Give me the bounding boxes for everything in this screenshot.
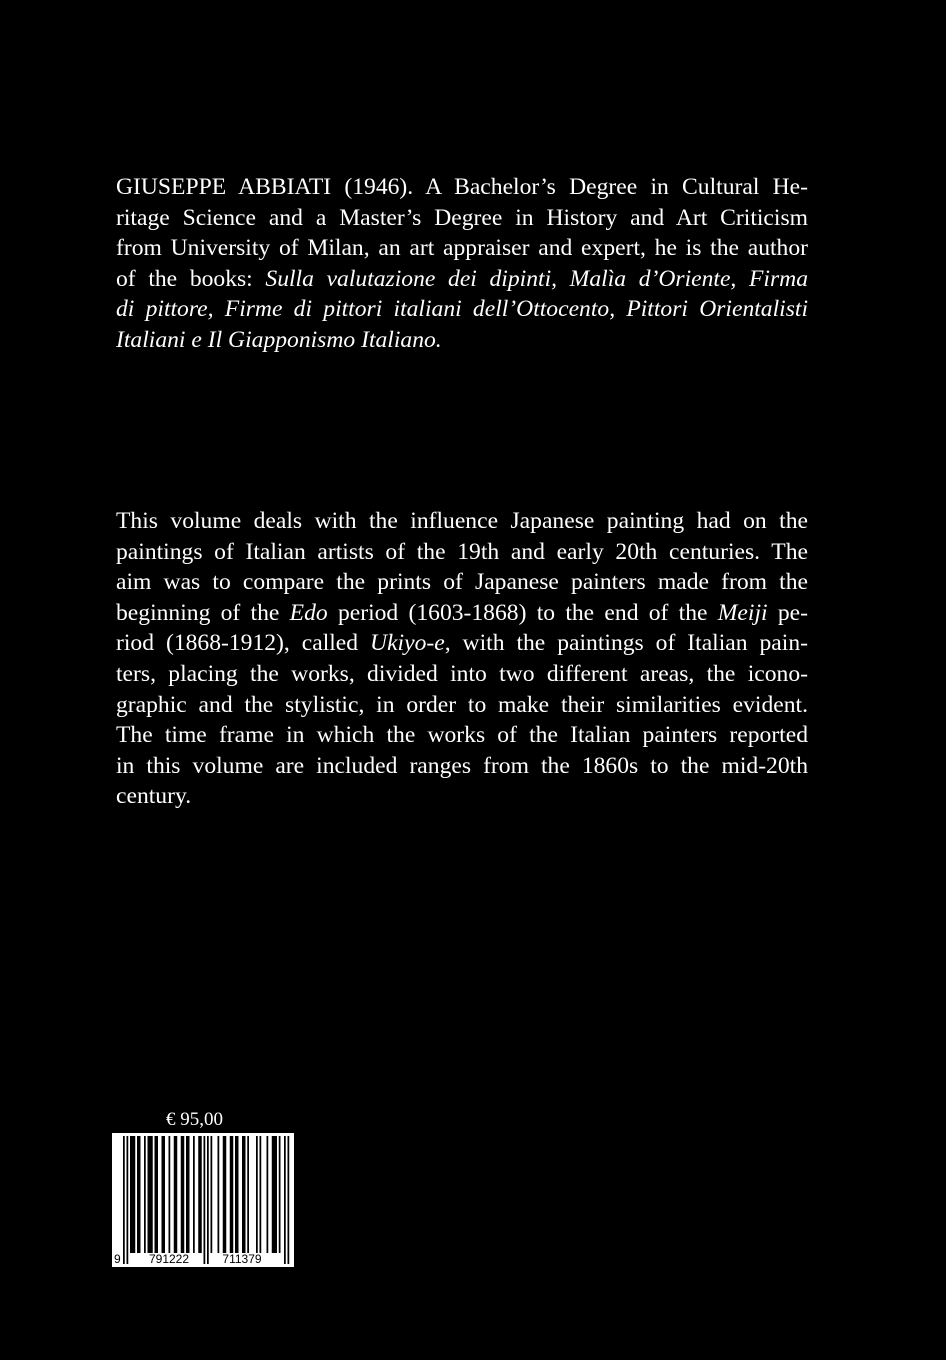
book-description — [116, 506, 808, 812]
text-line — [116, 690, 808, 721]
barcode-bar — [162, 1136, 166, 1253]
barcode-bar — [181, 1136, 185, 1253]
text-line — [116, 325, 808, 356]
text-line — [116, 781, 808, 812]
text-line — [116, 720, 808, 751]
text-run: aim was to compare the prints of Japanese painters made from the — [116, 569, 808, 596]
text-line — [116, 659, 808, 690]
barcode-guard-bar — [204, 1136, 206, 1264]
barcode-bar — [235, 1136, 239, 1253]
text-line — [116, 628, 808, 659]
barcode-bar — [279, 1136, 281, 1253]
italic-title: di pittore, Firme di pittori italiani dell’Ottocento, Pittori Orientalisti — [116, 296, 808, 323]
barcode-guard-bar — [284, 1136, 286, 1264]
text-line — [116, 506, 808, 537]
barcode-bar — [256, 1136, 258, 1253]
text-line — [116, 233, 808, 264]
italic-title: Italiani e Il Giapponismo Italiano. — [116, 326, 442, 353]
barcode-bar — [218, 1136, 220, 1253]
barcode-bar — [260, 1136, 262, 1253]
text-line — [116, 567, 808, 598]
price-label: € 95,00 — [166, 1109, 223, 1130]
barcode-bar — [169, 1136, 171, 1253]
barcode-graphic — [112, 1133, 294, 1267]
barcode-bar — [272, 1136, 277, 1253]
text-run: riod (1868-1912), called — [116, 630, 371, 657]
barcode-bar — [155, 1136, 159, 1253]
barcode-bar — [137, 1136, 141, 1253]
text-run: from University of Milan, an art appraiser and expert, he is the author — [116, 235, 808, 262]
barcode-bar — [144, 1136, 146, 1253]
text-line — [116, 203, 808, 234]
barcode-right-digits: 711379 — [222, 1252, 262, 1266]
barcode-left-digits: 791222 — [148, 1252, 190, 1266]
barcode-bar — [223, 1136, 227, 1253]
italic-title: Edo — [289, 599, 328, 626]
barcode-bar — [211, 1136, 213, 1253]
barcode-bar — [174, 1136, 178, 1253]
barcode-bar — [130, 1136, 135, 1253]
text-run: , with the paintings of Italian pain- — [444, 630, 808, 657]
barcode-guard-bar — [123, 1136, 125, 1264]
barcode-bar — [198, 1136, 202, 1253]
text-line — [116, 537, 808, 568]
italic-title: Sulla valutazione dei dipinti, Malìa d’Oriente, Firma — [265, 265, 808, 292]
text-line — [116, 751, 808, 782]
barcode-bar — [186, 1136, 190, 1253]
barcode-bar — [242, 1136, 246, 1253]
text-run: GIUSEPPE ABBIATI (1946). A Bachelor’s Degree in Cultural He- — [116, 174, 808, 200]
barcode-bar — [247, 1136, 249, 1253]
text-run: The time frame in which the works of the Italian painters reported — [116, 722, 808, 749]
text-run: period (1603-1868) to the end of the — [327, 599, 718, 626]
text-run: of the books: — [116, 265, 266, 292]
italic-title: Meiji — [717, 599, 768, 626]
text-line — [116, 172, 808, 203]
text-line — [116, 598, 808, 629]
text-run: ters, placing the works, divided into two different areas, the icono- — [116, 660, 808, 687]
text-run: pe- — [767, 599, 808, 626]
text-run: ritage Science and a Master’s Degree in History and Art Criticism — [116, 204, 808, 231]
isbn-barcode — [112, 1133, 294, 1267]
author-bio — [116, 172, 808, 356]
italic-title: Ukiyo-e — [370, 630, 445, 657]
barcode-bar — [267, 1136, 269, 1253]
text-run: This volume deals with the influence Japanese painting had on the — [116, 508, 808, 534]
barcode-bar — [193, 1136, 195, 1253]
barcode-guard-bar — [288, 1136, 290, 1264]
text-run: graphic and the stylistic, in order to make their similarities evident. — [116, 691, 808, 718]
text-run: beginning of the — [116, 599, 290, 626]
text-run: in this volume are included ranges from the 1860s to the mid-20th — [116, 752, 808, 779]
barcode-bar — [148, 1136, 153, 1253]
text-run: paintings of Italian artists of the 19th and early 20th centuries. The — [116, 538, 808, 565]
text-run: century. — [116, 783, 192, 810]
barcode-bar — [230, 1136, 234, 1253]
barcode-guard-bar — [207, 1136, 209, 1264]
barcode-guard-bar — [127, 1136, 129, 1264]
barcode-first-digit: 9 — [114, 1252, 121, 1266]
text-line — [116, 264, 808, 295]
text-line — [116, 294, 808, 325]
